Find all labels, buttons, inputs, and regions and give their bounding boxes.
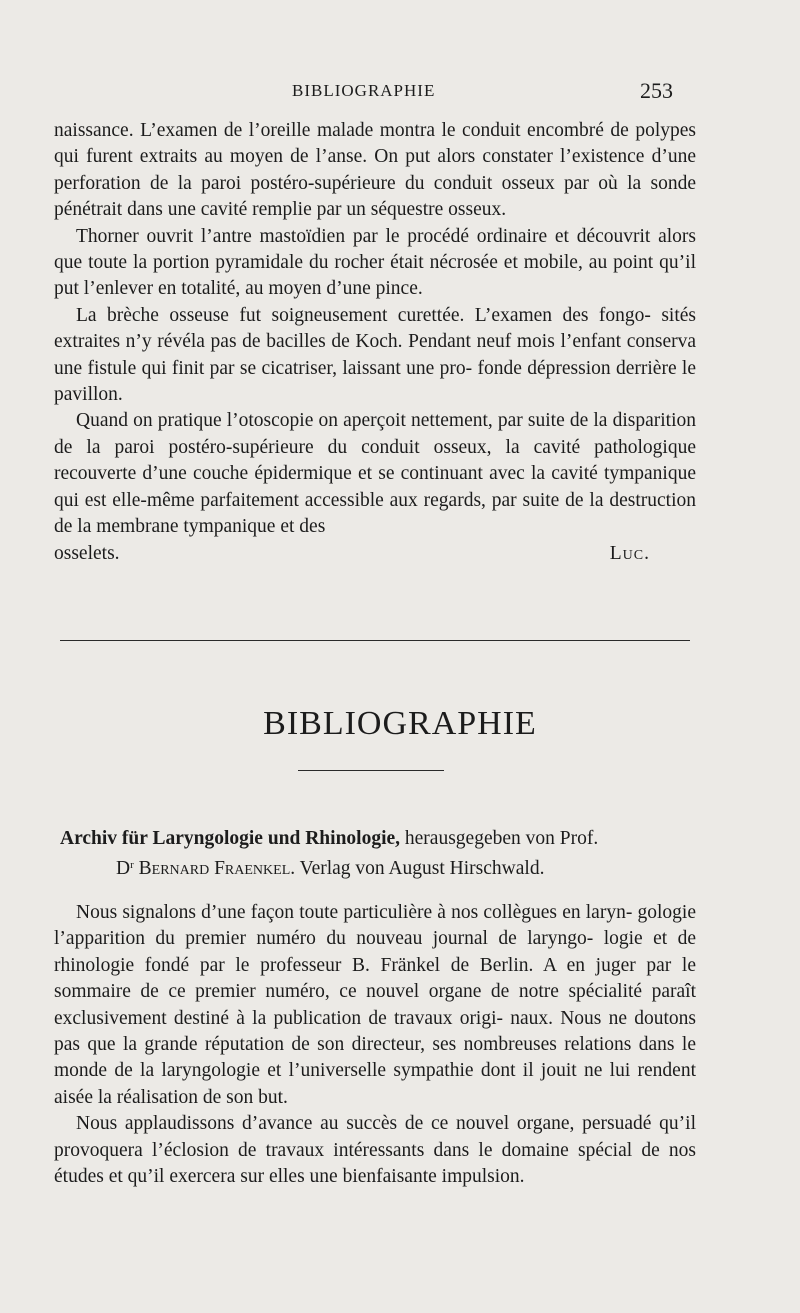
text-line: juger par le sommaire de ce premier numéro, ce nouvel organe de notre	[54, 954, 697, 1003]
text-line: osselets.	[54, 542, 120, 564]
paragraph	[54, 1111, 696, 1190]
text-line: spécial de nos études et qu’il exercera sur elles une bienfaisante impulsion.	[54, 1139, 697, 1188]
text-line: gologie l’apparition du premier numéro du nouveau journal de laryngo-	[54, 902, 696, 950]
text-line: Thorner ouvrit l’antre mastoïdien par le procédé ordinaire et découvrit	[76, 225, 651, 247]
journal-title: Archiv für Laryngologie und Rhinologie,	[60, 828, 401, 849]
text-line: fonde dépression derrière le pavillon.	[54, 357, 697, 406]
text-line: sités extraites n’y révéla pas de bacilles de Koch. Pendant neuf mois	[54, 304, 697, 353]
title-prefix: D	[116, 858, 131, 879]
section-heading: BIBLIOGRAPHIE	[263, 705, 537, 742]
text-line: disparition de la paroi postéro-supérieure du conduit osseux, la cavité	[54, 410, 696, 458]
paragraph	[54, 408, 696, 540]
reference-editor-text: herausgegeben von Prof.	[400, 828, 599, 849]
text-line: osseux.	[448, 199, 507, 221]
text-line: naux. Nous ne doutons pas que la grande réputation de son directeur, ses	[54, 1007, 696, 1056]
editor-name: Bernard Fraenkel.	[138, 858, 296, 879]
text-line: regards, par suite de la destruction de la membrane tympanique et des	[54, 489, 696, 538]
paragraph	[54, 224, 696, 303]
text-line: au point qu’il put l’enlever en totalité, au moyen d’une pince.	[54, 252, 696, 300]
heading-rule	[298, 770, 444, 771]
text-line: alors que toute la portion pyramidale du rocher était nécrosée et mobile,	[54, 225, 696, 274]
reference-line	[60, 852, 696, 882]
article-continuation	[54, 118, 696, 567]
text-line: sympathie dont il jouit ne lui rendent aisée la réalisation de son but.	[54, 1060, 696, 1108]
closing-line	[54, 541, 696, 567]
text-line: l’existence d’une perforation de la paroi postéro-supérieure du conduit	[54, 146, 697, 194]
bibliographic-reference	[60, 826, 696, 882]
paragraph	[54, 900, 696, 1111]
text-line: qu’il provoquera l’éclosion de travaux intéressants dans le domaine	[54, 1113, 697, 1161]
paragraph	[54, 303, 696, 409]
running-title: BIBLIOGRAPHIE	[292, 81, 436, 100]
text-line: nombreuses relations dans le monde de la laryngologie et l’universelle	[54, 1034, 696, 1082]
section-divider	[60, 640, 690, 641]
review-text	[54, 900, 696, 1190]
text-line: La brèche osseuse fut soigneusement curettée. L’examen des fongo-	[76, 304, 651, 326]
text-line: logie et de rhinologie fondé par le professeur B. Fränkel de Berlin. A en	[54, 928, 697, 976]
running-header	[0, 78, 800, 108]
text-line: la cavité tympanique qui est elle-même parfaitement accessible aux	[54, 463, 697, 511]
text-line: naissance. L’examen de l’oreille malade montra le conduit encombré de	[54, 120, 629, 141]
publisher: Verlag von August Hirschwald.	[295, 858, 545, 879]
text-line: pathologique recouverte d’une couche épidermique et se continuant avec	[54, 436, 696, 485]
text-line: Quand on pratique l’otoscopie on aperçoit nettement, par suite de la	[76, 410, 608, 432]
title-prefix-superscript: r	[130, 859, 134, 871]
text-line: polypes qui furent extraits au moyen de l’anse. On put alors constater	[54, 120, 696, 168]
author-signature: Luc.	[609, 542, 650, 564]
page-number: 253	[640, 78, 673, 103]
text-line: Nous applaudissons d’avance au succès de ce nouvel organe, persuadé	[76, 1113, 652, 1135]
text-line: l’enfant conserva une fistule qui finit par se cicatriser, laissant une pro-	[54, 331, 697, 379]
text-line: spécialité paraît exclusivement destiné à la publication de travaux origi-	[54, 981, 696, 1029]
paragraph	[54, 118, 696, 224]
text-line: osseux par où la sonde pénétrait dans une cavité remplie par un séquestre	[54, 172, 696, 221]
text-line: Nous signalons d’une façon toute particulière à nos collègues en laryn-	[76, 902, 633, 923]
reference-line	[60, 826, 696, 852]
